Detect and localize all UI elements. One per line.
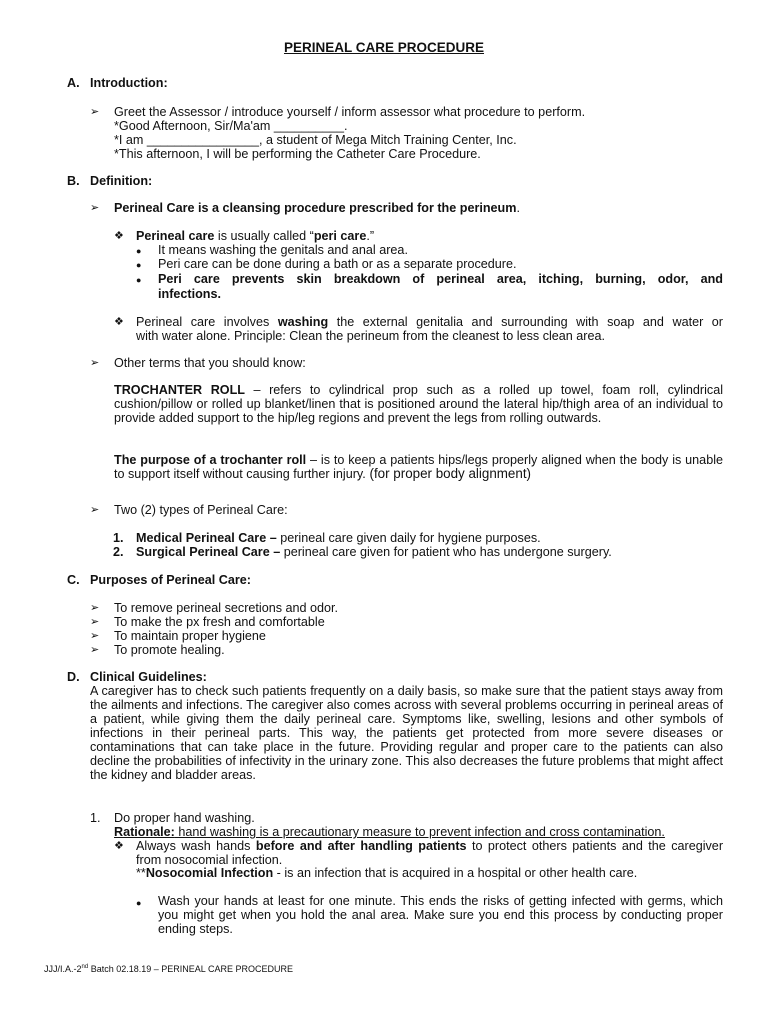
diamond-bullet-icon: ❖: [114, 840, 124, 852]
wash-hands-minute: Wash your hands at least for one minute. This ends the risks of getting infected with germs, which you might get when you hold the anal area. Make sure you end this process by conducting proper ending steps.: [158, 894, 723, 936]
always-wash-hands: Always wash hands before and after handling patients to protect others patients and the caregiver from nosocomial infection.: [136, 839, 724, 867]
arrow-bullet-icon: ➢: [90, 504, 100, 516]
arrow-bullet-icon: ➢: [90, 644, 100, 656]
two-types-heading: Two (2) types of Perineal Care:: [114, 503, 288, 517]
intro-line-2: *I am ________________, a student of Mega Mitch Training Center, Inc.: [114, 133, 517, 147]
trochanter-roll-definition: TROCHANTER ROLL – refers to cylindrical prop such as a rolled up towel, foam roll, cylindrical cushion/pillow or rolled up blanket/linen that is positioned around the lateral hip/thigh area of an individual to provide added support to the hip/leg regions and prevent the legs from rolling outwards.: [114, 383, 723, 425]
step-1-number: 1.: [90, 811, 101, 825]
purpose-item: To maintain proper hygiene: [114, 629, 266, 643]
type-2-surgical: Surgical Perineal Care – perineal care given for patient who has undergone surgery.: [136, 545, 612, 559]
definition-main: Perineal Care is a cleansing procedure prescribed for the perineum.: [114, 201, 520, 215]
step-1-text: Do proper hand washing.: [114, 811, 255, 825]
dot-bullet-icon: ●: [136, 898, 142, 908]
definition-peri-care: Perineal care is usually called “peri care.”: [136, 229, 375, 243]
dot-bullet-icon: ●: [136, 275, 142, 285]
section-d-heading: D. Clinical Guidelines:: [67, 670, 207, 684]
document-title: PERINEAL CARE PROCEDURE: [283, 40, 485, 55]
arrow-bullet-icon: ➢: [90, 202, 100, 214]
diamond-bullet-icon: ❖: [114, 230, 124, 242]
diamond-bullet-icon: ❖: [114, 316, 124, 328]
arrow-bullet-icon: ➢: [90, 357, 100, 369]
definition-involves-1: Perineal care involves washing the external genitalia and surrounding with soap and water or: [136, 315, 723, 329]
arrow-bullet-icon: ➢: [90, 630, 100, 642]
definition-bullet-1: It means washing the genitals and anal area.: [158, 243, 408, 257]
type-2-number: 2.: [113, 545, 124, 559]
arrow-bullet-icon: ➢: [90, 602, 100, 614]
intro-greet: Greet the Assessor / introduce yourself / inform assessor what procedure to perform.: [114, 105, 586, 119]
nosocomial-infection: **Nosocomial Infection - is an infection that is acquired in a hospital or other health care.: [136, 866, 638, 880]
rationale: Rationale: hand washing is a precautionary measure to prevent infection and cross contamination.: [114, 825, 665, 839]
definition-involves-2: with water alone. Principle: Clean the perineum from the cleanest to less clean area.: [136, 329, 606, 343]
type-1-medical: Medical Perineal Care – perineal care given daily for hygiene purposes.: [136, 531, 541, 545]
arrow-bullet-icon: ➢: [90, 106, 100, 118]
arrow-bullet-icon: ➢: [90, 616, 100, 628]
definition-bullet-2: Peri care can be done during a bath or as a separate procedure.: [158, 257, 517, 271]
intro-line-3: *This afternoon, I will be performing the Catheter Care Procedure.: [114, 147, 481, 161]
trochanter-roll-purpose: The purpose of a trochanter roll – is to keep a patients hips/legs properly aligned when the body is unable to support itself without causing further injury. (for proper body alignment): [114, 453, 723, 481]
definition-bullet-3b: infections.: [158, 287, 221, 301]
purpose-item: To remove perineal secretions and odor.: [114, 601, 339, 615]
type-1-number: 1.: [113, 531, 124, 545]
section-c-heading: C. Purposes of Perineal Care:: [67, 573, 251, 587]
other-terms: Other terms that you should know:: [114, 356, 306, 370]
page-footer: JJJ/I.A.-2nd Batch 02.18.19 – PERINEAL CARE PROCEDURE: [44, 964, 293, 974]
definition-bullet-3a: Peri care prevents skin breakdown of perineal area, itching, burning, odor, and: [158, 272, 723, 286]
dot-bullet-icon: ●: [136, 260, 142, 270]
intro-line-1: *Good Afternoon, Sir/Ma'am __________.: [114, 119, 348, 133]
clinical-guidelines-paragraph: A caregiver has to check such patients frequently on a daily basis, so make sure that the patient stays away from the ailments and infections. The caregiver also comes across with several problems occurring in perineal areas of a patient, while giving them the daily perineal care. Symptoms like, swelling, lesions and other symbols of infections in their perineal parts. This way, the patients get protected from more severe diseases or contaminations that can take place in the future. Providing regular and proper care to the patients can also decline the probabilities of infectivity in the urinary zone. This also decreases the future problems that might affect the kidney and bladder areas.: [90, 684, 723, 782]
purpose-item: To make the px fresh and comfortable: [114, 615, 325, 629]
dot-bullet-icon: ●: [136, 246, 142, 256]
purpose-item: To promote healing.: [114, 643, 225, 657]
section-a-heading: A. Introduction:: [67, 76, 168, 90]
section-b-heading: B. Definition:: [67, 174, 153, 188]
